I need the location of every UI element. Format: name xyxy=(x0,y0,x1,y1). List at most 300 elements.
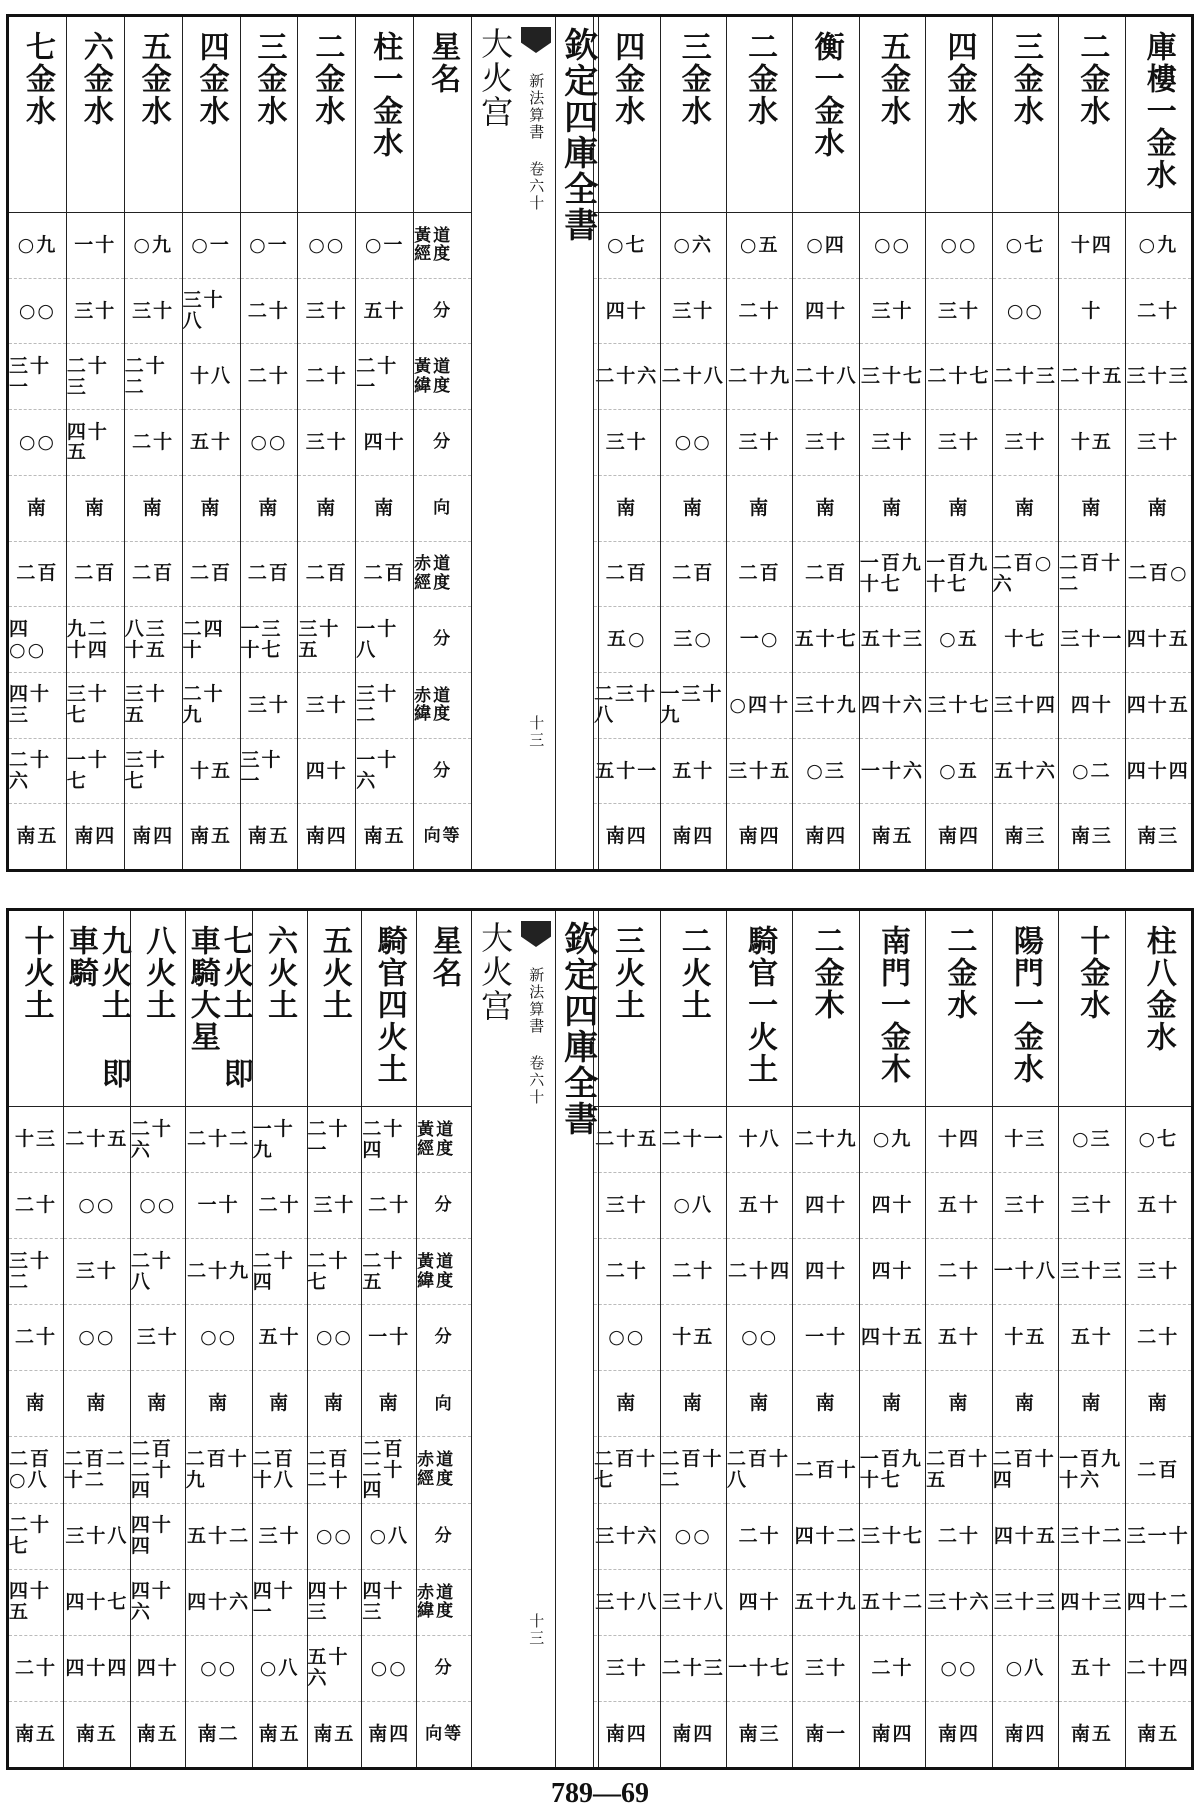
table-cell: ○六 xyxy=(661,213,726,279)
star-name: 四金水 xyxy=(193,31,229,127)
star-column xyxy=(1125,911,1191,1767)
table-cell: 十三 xyxy=(9,1107,63,1173)
table-cell: ○五 xyxy=(926,739,991,805)
star-name: 南門一金木 xyxy=(875,925,911,1085)
gutter-title: 欽定四庫全書 xyxy=(555,17,599,869)
table-cell: 南三 xyxy=(738,1722,781,1745)
table-cell: 二十 xyxy=(362,1173,416,1239)
table-cell: 二百十五 xyxy=(926,1437,991,1503)
table-cell: 三十 xyxy=(1059,1173,1124,1239)
table-cell: 三十 xyxy=(241,673,298,739)
table-cell: 三十 xyxy=(793,410,858,476)
table-cell: 南 xyxy=(993,476,1058,542)
table-cell: 二十 xyxy=(926,1239,991,1305)
table-cell: 二十 xyxy=(241,344,298,410)
table-cell: 二十四 xyxy=(1126,1636,1191,1702)
table-cell: 十四 xyxy=(926,1107,991,1173)
table-cell: 一十八 xyxy=(356,607,413,673)
table-cell: 四十六 xyxy=(860,673,925,739)
table-cell: ○一 xyxy=(241,213,298,279)
table-cell: 四十三 xyxy=(1059,1570,1124,1636)
table-cell: 南四 xyxy=(305,825,348,848)
table-cell: 南 xyxy=(661,1371,726,1437)
table-cell: 十 xyxy=(1059,279,1124,345)
table-cell: 二十三 xyxy=(993,344,1058,410)
table-cell: ○八 xyxy=(661,1173,726,1239)
table-cell: 一十七 xyxy=(67,739,124,805)
table-cell: 二十九 xyxy=(186,1239,252,1305)
table-cell: 二十六 xyxy=(131,1107,185,1173)
table-cell: 二十 xyxy=(661,1239,726,1305)
table-cell: ○○ xyxy=(64,1305,130,1371)
table-cell: 南四 xyxy=(605,825,648,848)
table-cell: 南四 xyxy=(805,825,848,848)
table-cell: 南 xyxy=(727,1371,792,1437)
table-cell: ○八 xyxy=(362,1504,416,1570)
table-cell: 五十 xyxy=(356,279,413,345)
star-name: 四金水 xyxy=(609,31,645,127)
table-cell: 三十七 xyxy=(860,344,925,410)
table-cell: 四十五 xyxy=(1126,673,1191,739)
star-name: 柱八金水 xyxy=(1140,925,1176,1053)
table-cell: 二十 xyxy=(125,410,182,476)
star-name: 十火土 xyxy=(18,925,54,1021)
table-cell: 四十 xyxy=(356,410,413,476)
table-cell: 二百 xyxy=(241,542,298,608)
table-cell: 南四 xyxy=(74,825,117,848)
table-cell: 四十三 xyxy=(308,1570,362,1636)
table-cell: 三一十 xyxy=(1126,1504,1191,1570)
table-cell: 南 xyxy=(661,476,726,542)
table-cell: 一十 xyxy=(186,1173,252,1239)
table-cell: ○○ xyxy=(926,213,991,279)
table-cell: 南五 xyxy=(75,1722,118,1745)
star-name: 五金水 xyxy=(875,31,911,127)
table-cell: 三十二 xyxy=(1059,1504,1124,1570)
table-cell: 四十五 xyxy=(860,1305,925,1371)
table-cell: 十八 xyxy=(183,344,240,410)
table-cell: 南一 xyxy=(805,1722,848,1745)
star-column xyxy=(9,911,63,1767)
table-cell: 三十 xyxy=(594,1636,659,1702)
table-cell: 三十 xyxy=(308,1173,362,1239)
table-cell: 南五 xyxy=(1137,1722,1180,1745)
table-cell: 南 xyxy=(67,476,124,542)
table-cell: 二百十八 xyxy=(253,1437,307,1503)
table-cell: 四十三 xyxy=(362,1570,416,1636)
table-cell: 赤道經度 xyxy=(417,1437,471,1503)
table-cell: 三十二 xyxy=(356,673,413,739)
star-name: 三火土 xyxy=(609,925,645,1021)
table-cell: 四十 xyxy=(860,1239,925,1305)
table-cell: 南 xyxy=(1126,476,1191,542)
star-name: 二火土 xyxy=(675,925,711,1021)
table-cell: 二十 xyxy=(860,1636,925,1702)
table-cell: 二十 xyxy=(298,344,355,410)
table-cell: 南 xyxy=(793,476,858,542)
table-cell: ○八 xyxy=(993,1636,1058,1702)
table-cell: 二十八 xyxy=(131,1239,185,1305)
table-cell: 二十 xyxy=(9,1636,63,1702)
star-name: 九火土 即車騎 xyxy=(62,925,131,1090)
table-cell: 三十 xyxy=(1126,410,1191,476)
star-name-header xyxy=(993,911,1058,1107)
table-cell: 三十一 xyxy=(241,739,298,805)
star-name: 五金水 xyxy=(135,31,171,127)
table-cell: 五十 xyxy=(727,1173,792,1239)
table-cell: 南五 xyxy=(871,825,914,848)
table-cell: 三十五 xyxy=(298,607,355,673)
table-cell: 三十 xyxy=(793,1636,858,1702)
table-cell: 南 xyxy=(9,1371,63,1437)
table-cell: ○○ xyxy=(186,1636,252,1702)
table-cell: 赤道經度 xyxy=(414,542,471,608)
table-cell: 南五 xyxy=(363,825,406,848)
top-right-columns xyxy=(593,17,1191,869)
table-cell: ○○ xyxy=(241,410,298,476)
star-name-header xyxy=(1126,911,1191,1107)
table-cell: 三○ xyxy=(661,607,726,673)
table-cell: 南 xyxy=(131,1371,185,1437)
table-cell: 四十二 xyxy=(1126,1570,1191,1636)
table-cell: 南 xyxy=(298,476,355,542)
table-cell: 一十六 xyxy=(356,739,413,805)
table-cell: 南 xyxy=(594,1371,659,1437)
gutter-side xyxy=(517,911,555,1767)
table-cell: 南 xyxy=(356,476,413,542)
table-cell: 南 xyxy=(727,476,792,542)
star-column xyxy=(9,17,66,869)
star-name: 二金木 xyxy=(808,925,844,1021)
table-cell: 南 xyxy=(926,476,991,542)
table-cell: 四○○ xyxy=(9,607,66,673)
table-cell: 分 xyxy=(414,279,471,345)
table-cell: 一十 xyxy=(362,1305,416,1371)
table-cell: 二十五 xyxy=(594,1107,659,1173)
table-cell: 三十八 xyxy=(661,1570,726,1636)
table-cell: 二十 xyxy=(9,1305,63,1371)
table-cell: 二十 xyxy=(727,1504,792,1570)
table-cell: 五○ xyxy=(594,607,659,673)
table-cell: 十四 xyxy=(1059,213,1124,279)
table-cell: 二十 xyxy=(1126,1305,1191,1371)
table-cell: 二百二十四 xyxy=(131,1437,185,1503)
table-cell: 二百 xyxy=(793,542,858,608)
table-cell: 南五 xyxy=(1070,1722,1113,1745)
table-cell: 二十七 xyxy=(926,344,991,410)
table-cell: 南三 xyxy=(1137,825,1180,848)
bottom-gutter xyxy=(517,911,599,1767)
table-cell: 南 xyxy=(241,476,298,542)
table-cell: ○七 xyxy=(594,213,659,279)
table-cell: 十五 xyxy=(993,1305,1058,1371)
table-cell: 五十 xyxy=(1059,1636,1124,1702)
table-cell: ○三 xyxy=(1059,1107,1124,1173)
star-name-header xyxy=(362,911,416,1107)
gutter-side xyxy=(517,17,555,869)
star-name: 七火土 即車騎大星 xyxy=(184,925,253,1090)
table-cell: 分 xyxy=(414,607,471,673)
gutter-page: 十三 xyxy=(527,715,546,749)
table-cell: 南五 xyxy=(313,1722,356,1745)
table-cell: 一十八 xyxy=(993,1239,1058,1305)
star-name-header xyxy=(793,911,858,1107)
table-cell: 二十二 xyxy=(186,1107,252,1173)
table-cell: 三十一 xyxy=(9,344,66,410)
table-cell: ○○ xyxy=(9,410,66,476)
table-cell: 三十 xyxy=(993,410,1058,476)
table-cell: 二十五 xyxy=(362,1239,416,1305)
table-cell: 五十 xyxy=(1126,1173,1191,1239)
star-name: 二金水 xyxy=(309,31,345,127)
table-cell: 四十 xyxy=(1059,673,1124,739)
star-name-header xyxy=(926,17,991,213)
star-name-header xyxy=(993,17,1058,213)
table-cell: 三十 xyxy=(298,279,355,345)
table-cell: 南二 xyxy=(197,1722,240,1745)
star-name: 陽門一金水 xyxy=(1007,925,1043,1085)
star-name-header xyxy=(308,911,362,1107)
table-cell: 二百 xyxy=(298,542,355,608)
table-cell: 十五 xyxy=(183,739,240,805)
table-cell: 南 xyxy=(1126,1371,1191,1437)
table-cell: 黃道經度 xyxy=(414,213,471,279)
table-cell: 四十六 xyxy=(131,1570,185,1636)
table-cell: ○一 xyxy=(183,213,240,279)
table-cell: 三十 xyxy=(860,279,925,345)
table-cell: ○五 xyxy=(926,607,991,673)
table-cell: ○○ xyxy=(186,1305,252,1371)
star-column xyxy=(240,17,298,869)
star-column xyxy=(361,911,416,1767)
star-name: 三金水 xyxy=(251,31,287,127)
star-name-header xyxy=(793,17,858,213)
table-cell: ○七 xyxy=(1126,1107,1191,1173)
table-cell: 南四 xyxy=(132,825,175,848)
table-cell: 二百 xyxy=(594,542,659,608)
table-cell: ○○ xyxy=(362,1636,416,1702)
table-cell: 二百十二 xyxy=(1059,542,1124,608)
table-cell: 三十 xyxy=(926,279,991,345)
table-cell: 十七 xyxy=(993,607,1058,673)
star-name-header xyxy=(594,911,659,1107)
star-column xyxy=(182,17,240,869)
table-cell: 向等 xyxy=(423,826,462,847)
table-cell: 三十八 xyxy=(64,1504,130,1570)
table-cell: 五十 xyxy=(183,410,240,476)
table-cell: 二十六 xyxy=(9,739,66,805)
table-cell: 南四 xyxy=(1004,1722,1047,1745)
star-name-header xyxy=(125,17,182,213)
top-left-columns xyxy=(9,17,517,869)
table-cell: 南 xyxy=(926,1371,991,1437)
star-column xyxy=(297,17,355,869)
star-name: 衡一金水 xyxy=(808,31,844,159)
table-cell: 二四十 xyxy=(183,607,240,673)
table-cell: 二十三 xyxy=(67,344,124,410)
star-name: 騎官一火土 xyxy=(742,925,778,1085)
table-cell: 南五 xyxy=(14,1722,57,1745)
table-cell: 三十五 xyxy=(727,739,792,805)
table-cell: 八三十五 xyxy=(125,607,182,673)
table-cell: 三十 xyxy=(64,1239,130,1305)
star-column xyxy=(992,17,1058,869)
table-cell: 一十 xyxy=(793,1305,858,1371)
star-column xyxy=(252,911,307,1767)
table-cell: 三十二 xyxy=(9,1239,63,1305)
table-cell: 一百九十六 xyxy=(1059,1437,1124,1503)
table-cell: 二十 xyxy=(926,1504,991,1570)
star-column xyxy=(185,911,252,1767)
star-name-header xyxy=(1059,17,1124,213)
table-cell: 南四 xyxy=(672,825,715,848)
star-name-header xyxy=(926,911,991,1107)
table-cell: 三十 xyxy=(993,1173,1058,1239)
table-cell: 南五 xyxy=(16,825,59,848)
table-cell: ○○ xyxy=(298,213,355,279)
table-cell: ○○ xyxy=(131,1173,185,1239)
table-cell: 四十二 xyxy=(793,1504,858,1570)
table-cell: 四十五 xyxy=(1126,607,1191,673)
table-cell: 南四 xyxy=(738,825,781,848)
table-cell: 一三十七 xyxy=(241,607,298,673)
table-cell: 四十 xyxy=(131,1636,185,1702)
table-cell: 一十七 xyxy=(727,1636,792,1702)
table-cell: 五十 xyxy=(1059,1305,1124,1371)
table-cell: 三十五 xyxy=(125,673,182,739)
table-cell: 二百 xyxy=(9,542,66,608)
table-cell: 四十五 xyxy=(993,1504,1058,1570)
star-name: 二金水 xyxy=(1074,31,1110,127)
table-cell: 三十 xyxy=(298,410,355,476)
table-cell: 五十二 xyxy=(186,1504,252,1570)
table-cell: 南三 xyxy=(1004,825,1047,848)
table-cell: 一三十九 xyxy=(661,673,726,739)
star-column xyxy=(66,17,124,869)
table-cell: 向 xyxy=(417,1371,471,1437)
table-cell: 二十六 xyxy=(594,344,659,410)
table-cell: ○○ xyxy=(64,1173,130,1239)
table-cell: ○四 xyxy=(793,213,858,279)
star-name: 六火土 xyxy=(262,925,298,1021)
table-cell: 二百二十四 xyxy=(362,1437,416,1503)
star-column xyxy=(1125,17,1191,869)
table-cell: 二百 xyxy=(727,542,792,608)
star-name: 二金水 xyxy=(742,31,778,127)
table-cell: 南三 xyxy=(1070,825,1113,848)
star-name-header xyxy=(241,17,298,213)
table-cell: 三十三 xyxy=(993,1570,1058,1636)
table-cell: 二十四 xyxy=(727,1239,792,1305)
table-cell: 二十九 xyxy=(183,673,240,739)
table-cell: ○○ xyxy=(727,1305,792,1371)
star-column xyxy=(859,911,925,1767)
star-name-header xyxy=(727,911,792,1107)
palace-label: 大火宫 xyxy=(471,17,517,869)
gutter-title: 欽定四庫全書 xyxy=(555,911,599,1767)
table-cell: 二百十八 xyxy=(727,1437,792,1503)
table-cell: ○○ xyxy=(594,1305,659,1371)
table-cell: 十八 xyxy=(727,1107,792,1173)
table-cell: 三十 xyxy=(594,410,659,476)
table-cell: 三十 xyxy=(253,1504,307,1570)
star-name-header xyxy=(417,911,471,1107)
table-cell: ○七 xyxy=(993,213,1058,279)
table-cell: 赤道緯度 xyxy=(414,673,471,739)
table-cell: 南四 xyxy=(871,1722,914,1745)
table-cell: 三十 xyxy=(131,1305,185,1371)
table-cell: 三十七 xyxy=(125,739,182,805)
star-column xyxy=(726,911,792,1767)
star-name-header xyxy=(594,17,659,213)
table-cell: ○一 xyxy=(356,213,413,279)
star-name: 三金水 xyxy=(675,31,711,127)
star-name-header xyxy=(860,911,925,1107)
table-cell: ○四十 xyxy=(727,673,792,739)
table-cell: 南 xyxy=(594,476,659,542)
table-cell: 五十七 xyxy=(793,607,858,673)
star-column xyxy=(925,911,991,1767)
star-name: 四金水 xyxy=(941,31,977,127)
table-cell: ○○ xyxy=(308,1504,362,1570)
table-cell: 五十 xyxy=(926,1305,991,1371)
table-cell: 三十三 xyxy=(1126,344,1191,410)
bottom-table xyxy=(6,908,1194,1770)
star-column xyxy=(593,17,659,869)
table-cell: 二十八 xyxy=(793,344,858,410)
table-cell: 南四 xyxy=(937,825,980,848)
table-cell: 一十 xyxy=(67,213,124,279)
table-cell: 二十二 xyxy=(125,344,182,410)
table-cell: 南五 xyxy=(136,1722,179,1745)
star-name-header xyxy=(183,17,240,213)
table-cell: ○八 xyxy=(253,1636,307,1702)
table-cell: 二十三 xyxy=(661,1636,726,1702)
table-cell: 三十七 xyxy=(860,1504,925,1570)
fishtail-mark xyxy=(521,921,551,947)
star-name-header xyxy=(67,17,124,213)
table-cell: 二十九 xyxy=(727,344,792,410)
table-cell: 二百十七 xyxy=(594,1437,659,1503)
star-name: 星名 xyxy=(426,925,462,989)
table-cell: 南五 xyxy=(258,1722,301,1745)
table-cell: ○○ xyxy=(993,279,1058,345)
star-column xyxy=(992,911,1058,1767)
table-cell: 四十四 xyxy=(1126,739,1191,805)
star-column xyxy=(124,17,182,869)
table-cell: 三十 xyxy=(594,1173,659,1239)
table-cell: 四十五 xyxy=(9,1570,63,1636)
table-cell: 三十六 xyxy=(926,1570,991,1636)
star-column xyxy=(726,17,792,869)
star-column xyxy=(130,911,185,1767)
table-cell: 五十 xyxy=(253,1305,307,1371)
table-cell: 四十 xyxy=(727,1570,792,1636)
table-cell: 一○ xyxy=(727,607,792,673)
table-cell: 二十八 xyxy=(661,344,726,410)
gutter-subtitle: 新法算書 卷六十 xyxy=(527,73,546,212)
bottom-right-columns xyxy=(593,911,1191,1767)
table-cell: 向 xyxy=(414,476,471,542)
table-cell: 三十三 xyxy=(1059,1239,1124,1305)
table-cell: 二十 xyxy=(727,279,792,345)
star-name-header xyxy=(253,911,307,1107)
table-cell: ○○ xyxy=(661,410,726,476)
table-cell: 二百○六 xyxy=(993,542,1058,608)
table-cell: 南 xyxy=(186,1371,252,1437)
table-cell: 二十九 xyxy=(793,1107,858,1173)
table-cell: 四十四 xyxy=(131,1504,185,1570)
